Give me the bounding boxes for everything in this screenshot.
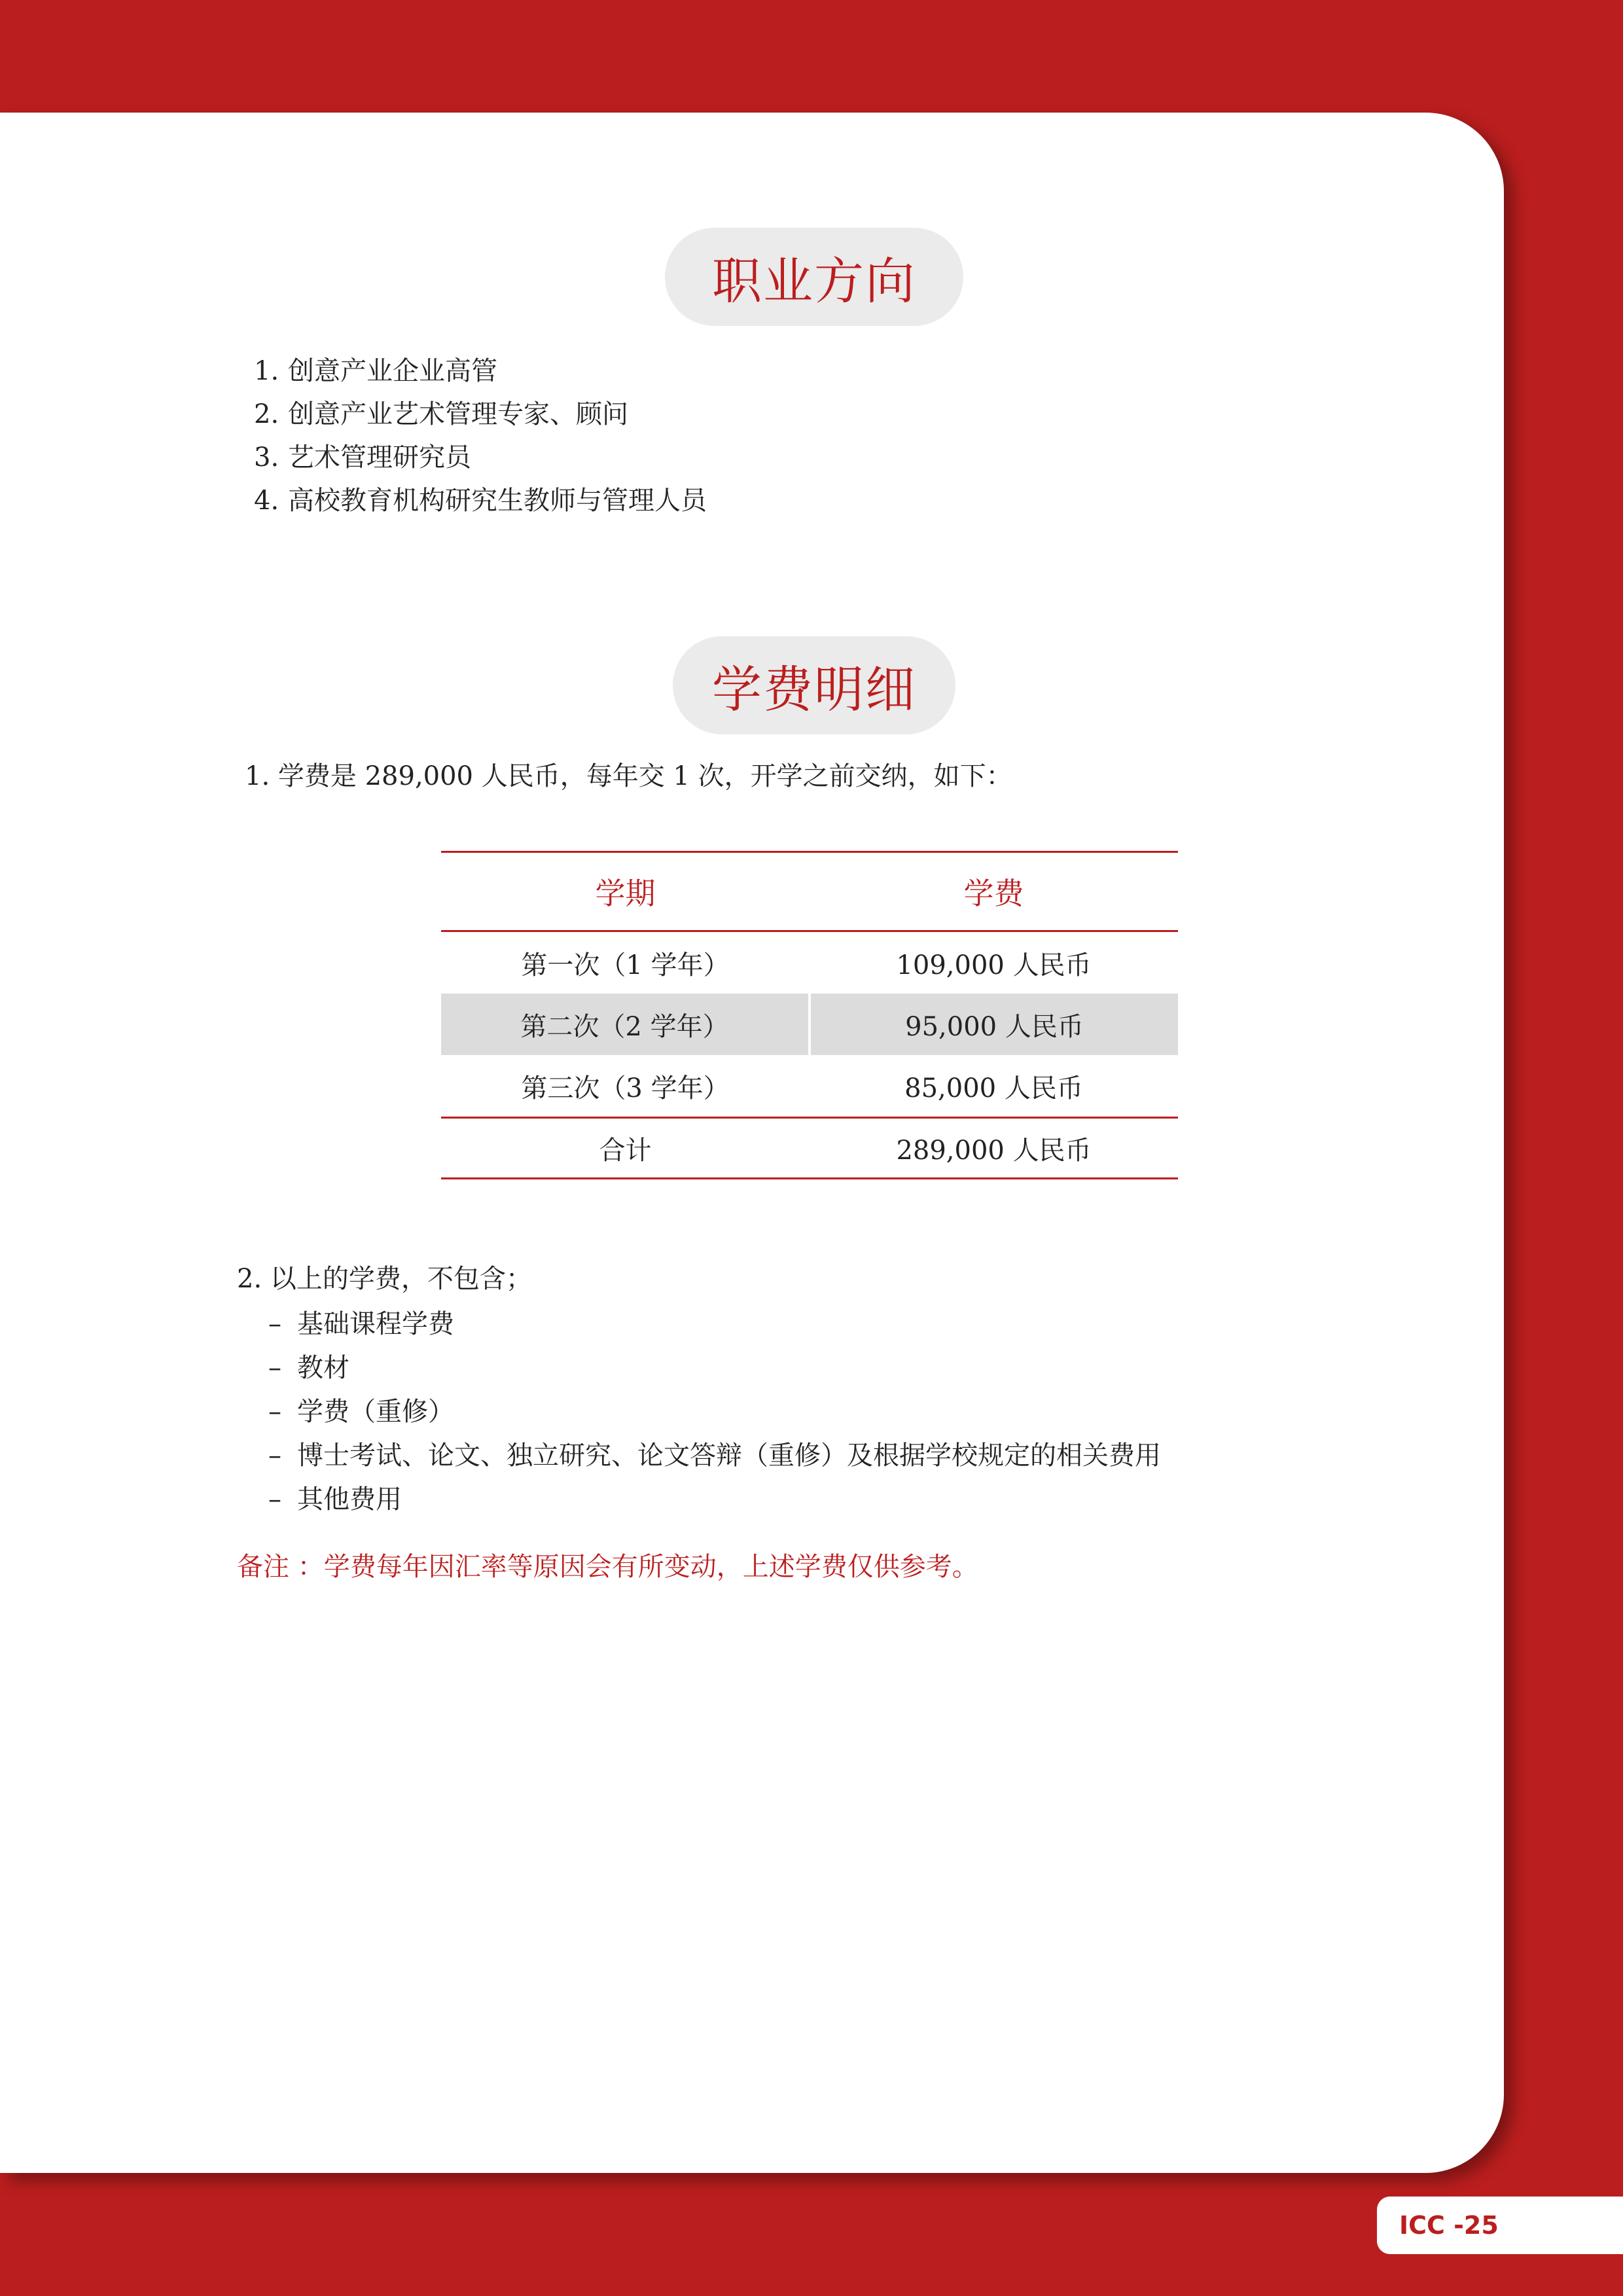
list-item — [254, 350, 707, 393]
table-cell-fee: 95,000 人民币 — [810, 994, 1178, 1055]
dash-bullet: – — [268, 1397, 281, 1427]
total-value: 289,000 人民币 — [810, 1118, 1178, 1179]
list-item-text: 艺术管理研究员 — [288, 442, 471, 473]
fee-note: 备注 ：学费每年因汇率等原因会有所变动，上述学费仅供参考。 — [237, 1552, 978, 1582]
list-item-text: 博士考试、论文、独立研究、论文答辩（重修）及根据学校规定的相关费用 — [297, 1441, 1161, 1471]
list-item — [268, 1478, 1161, 1522]
header-fee: 学费 — [810, 852, 1178, 931]
career-section-title: 职业方向 — [665, 228, 963, 326]
list-item — [254, 436, 707, 479]
table-cell-term: 第二次（2 学年） — [441, 994, 810, 1055]
list-item-number: 3. — [254, 442, 279, 473]
dash-bullet: – — [268, 1309, 281, 1339]
list-item-number: 1. — [254, 356, 279, 386]
page-number: ICC -25 — [1399, 2211, 1499, 2240]
list-item-text: 基础课程学费 — [297, 1309, 454, 1339]
list-item — [254, 479, 707, 522]
dash-bullet: – — [268, 1484, 281, 1515]
page-number-tab — [1377, 2197, 1623, 2254]
table-row — [441, 931, 1178, 994]
list-item-number: 2. — [254, 399, 279, 429]
total-label: 合计 — [441, 1118, 810, 1179]
header-term: 学期 — [441, 852, 810, 931]
list-item-text: 教材 — [297, 1353, 349, 1383]
list-item — [268, 1390, 1161, 1434]
list-item — [268, 1434, 1161, 1478]
career-list — [254, 350, 707, 522]
list-item — [268, 1302, 1161, 1346]
fee-table — [441, 851, 1178, 1179]
list-item-text: 其他费用 — [297, 1484, 402, 1515]
table-cell-term: 第一次（1 学年） — [521, 950, 730, 980]
list-item-number: 4. — [254, 486, 279, 516]
table-cell-term: 第三次（3 学年） — [521, 1073, 730, 1103]
fees-section-title: 学费明细 — [673, 636, 955, 734]
list-item-text: 学费（重修） — [297, 1397, 454, 1427]
table-row — [441, 1055, 1178, 1118]
list-item-text: 创意产业企业高管 — [288, 356, 497, 386]
exclusions-title: 2. 以上的学费，不包含； — [237, 1264, 532, 1294]
table-total-row — [441, 1118, 1178, 1179]
dash-bullet: – — [268, 1441, 281, 1471]
table-cell-fee: 109,000 人民币 — [896, 950, 1092, 980]
fee-intro-text: 1. 学费是 289,000 人民币，每年交 1 次，开学之前交纳，如下： — [245, 761, 1012, 791]
table-cell-fee: 85,000 人民币 — [904, 1073, 1083, 1103]
table-row — [441, 994, 1178, 1055]
table-header-row — [441, 852, 1178, 931]
list-item — [268, 1346, 1161, 1390]
list-item-text: 高校教育机构研究生教师与管理人员 — [288, 486, 707, 516]
dash-bullet: – — [268, 1353, 281, 1383]
exclusions-list — [268, 1302, 1161, 1522]
list-item — [254, 393, 707, 436]
list-item-text: 创意产业艺术管理专家、顾问 — [288, 399, 628, 429]
